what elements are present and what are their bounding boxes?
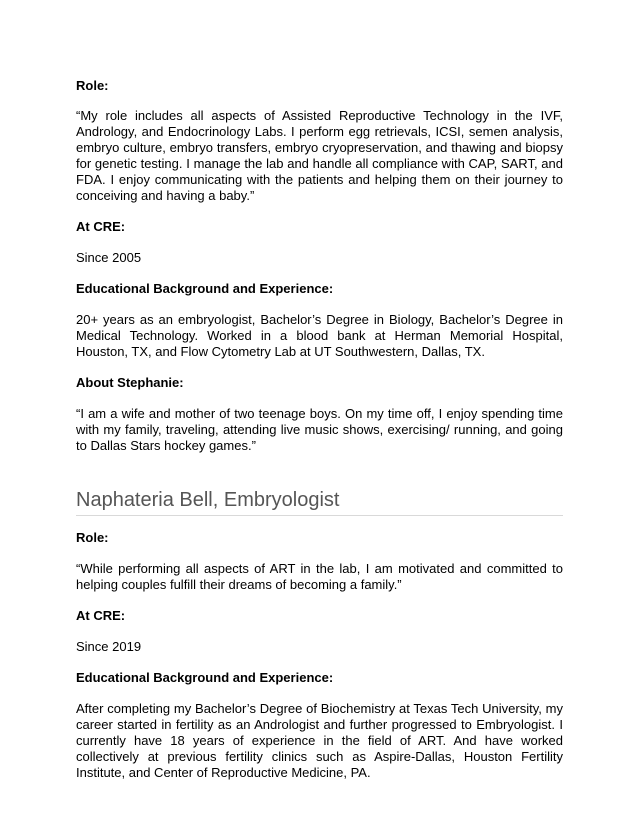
- about-heading: About Stephanie:: [76, 375, 184, 390]
- role-heading-2: Role:: [76, 530, 109, 545]
- role-text-2: “While performing all aspects of ART in the lab, I am motivated and committed to helping couples fulfill their dreams of becoming a family.”: [76, 561, 563, 592]
- edu-text-2: After completing my Bachelor’s Degree of Biochemistry at Texas Tech University, my career started in fertility as an Andrologist and further progressed to Embryologist. I currently have 18 years of experience in the field of ART. And have worked collectively at previous fertility clinics such as Aspire-Dallas, Houston Fertility Institute, and Center of Reproductive Medicine, PA.: [76, 701, 563, 780]
- role-heading-1: Role:: [76, 78, 109, 93]
- edu-heading-1: Educational Background and Experience:: [76, 281, 334, 296]
- cre-heading-1: At CRE:: [76, 219, 126, 234]
- about-text: “I am a wife and mother of two teenage boys. On my time off, I enjoy spending time with my family, traveling, attending live music shows, exercising/ running, and going to Dallas Stars hockey games.”: [76, 406, 563, 453]
- person-title: Naphateria Bell, Embryologist: [76, 488, 563, 516]
- cre-heading-2: At CRE:: [76, 608, 126, 623]
- edu-text-1: 20+ years as an embryologist, Bachelor’s Degree in Biology, Bachelor’s Degree in Medical Technology. Worked in a blood bank at Herman Memorial Hospital, Houston, TX, and Flow Cytometry Lab at UT Southwestern, Dallas, TX.: [76, 312, 563, 359]
- cre-text-2: Since 2019: [76, 639, 142, 654]
- role-text-1: “My role includes all aspects of Assisted Reproductive Technology in the IVF, Andrology, and Endocrinology Labs. I perform egg retrievals, ICSI, semen analysis, embryo culture, embryo transfers, embryo cryopreservation, and thawing and biopsy for genetic testing. I manage the lab and handle all compliance with CAP, SART, and FDA. I enjoy communicating with the patients and helping them on their journey to conceiving and having a baby.”: [76, 108, 563, 203]
- document-page: [76, 64, 563, 781]
- edu-heading-2: Educational Background and Experience:: [76, 670, 334, 685]
- cre-text-1: Since 2005: [76, 250, 142, 265]
